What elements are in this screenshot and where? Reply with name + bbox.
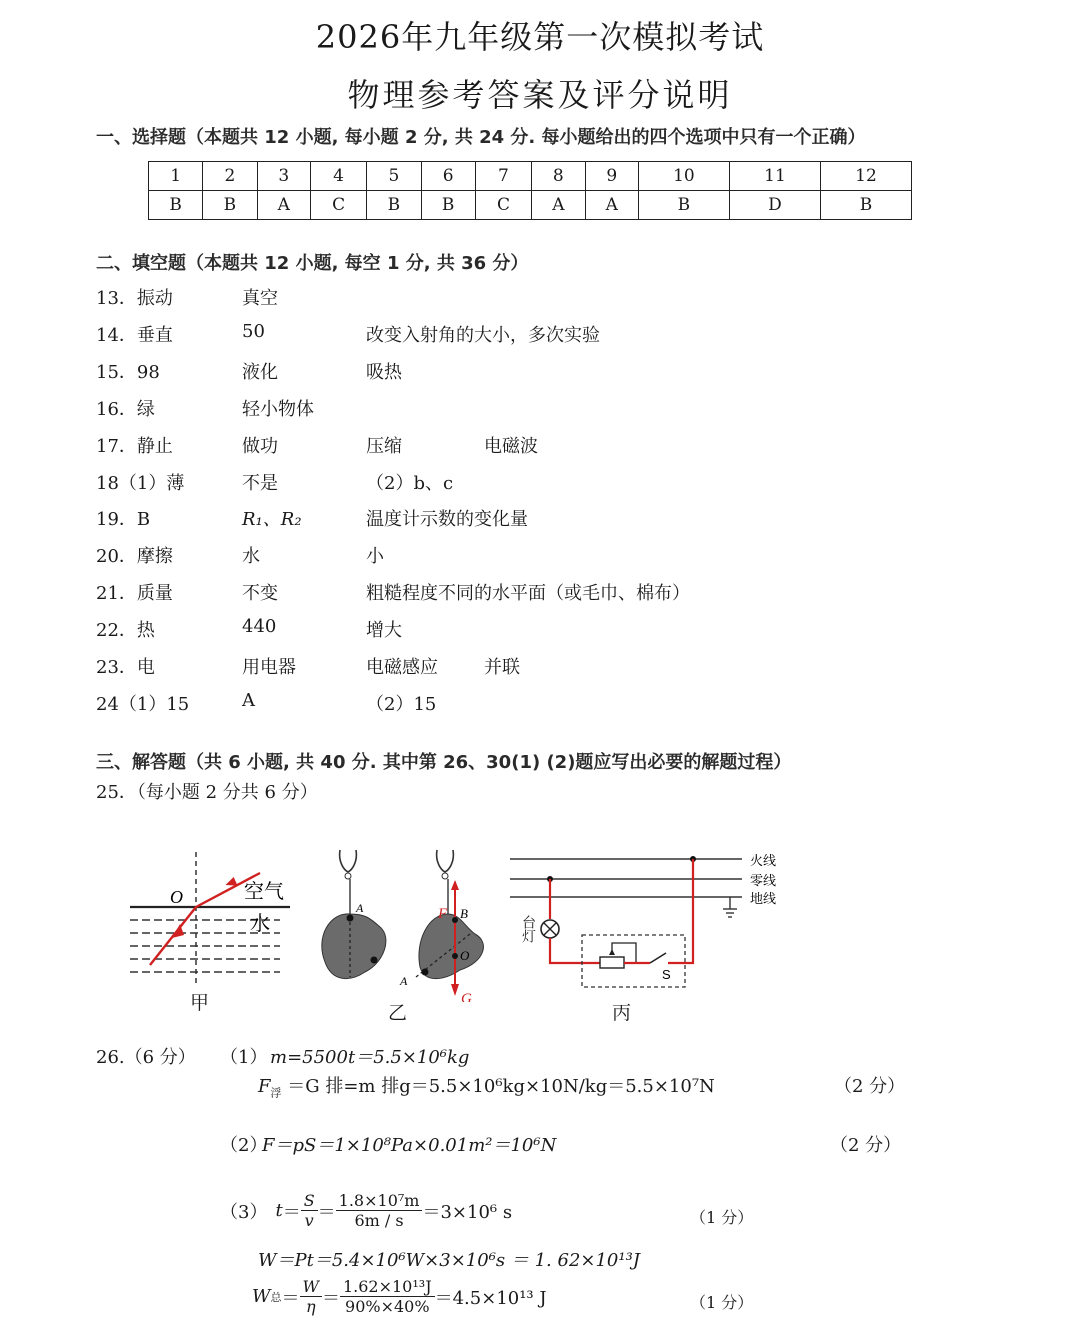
q26-time-expr: （3） t ＝ $\frac{S}{v}$ ＝ $\frac{\text{1.8×10⁷m}}{6m / s}$ ＝3×10⁶ s (220, 1191, 513, 1230)
score-1: （2 分） (834, 1076, 906, 1097)
rheostat-icon (600, 957, 624, 968)
fill-answer-c1: 15．98 (96, 361, 160, 383)
fill-answer-c3: 小 (366, 546, 384, 568)
caption-bing: 丙 (612, 1002, 632, 1024)
answer-table (148, 161, 912, 220)
section1-heading: 一、选择题（本题共 12 小题, 每小题 2 分, 共 24 分. 每小题给出的四个选项中只有一个正确） (96, 127, 866, 148)
fill-answer-c2: 50 (242, 320, 265, 342)
question-number-cell: 7 (475, 162, 531, 191)
answer-cell: B (367, 191, 421, 220)
point-b-label: B (460, 906, 468, 921)
fill-answer-c3: 吸热 (366, 361, 402, 383)
answer-cell: A (257, 191, 310, 220)
lamp-label: 台灯 (520, 915, 536, 943)
answer-cell: B (820, 191, 911, 220)
fill-answer-c3: （2）15 (366, 693, 437, 715)
answer-cell: B (638, 191, 729, 220)
question-number-cell: 8 (532, 162, 585, 191)
answer-cell: C (475, 191, 531, 220)
switch-icon (650, 953, 666, 963)
question-number-row (149, 162, 912, 191)
switch-label: S (662, 967, 671, 982)
fill-answer-c1: 21．质量 (96, 583, 173, 605)
section3-heading: 三、解答题（共 6 小题, 共 40 分. 其中第 26、30(1) (2)题应写出必要的解题过程） (96, 752, 792, 773)
fill-answer-c3: 增大 (366, 620, 402, 642)
exam-subtitle: 物理参考答案及评分说明 (347, 76, 733, 114)
live-wire-label: 火线 (750, 854, 777, 869)
fill-answer-c1: 16．绿 (96, 398, 155, 420)
score-3: （1 分） (690, 1208, 754, 1227)
center-of-gravity-diagram (310, 842, 500, 1002)
q26-work-expr: W＝Pt＝5.4×10⁶W×3×10⁶s ＝ 1. 62×10¹³J (258, 1250, 641, 1271)
caption-yi: 乙 (388, 1002, 408, 1024)
fill-answer-c2: A (242, 689, 255, 711)
q26-total-work-expr: W 总 ＝ $\frac{W}{\eta}$ ＝ $\frac{\text{1.62×10¹³J}}{90\%\times 40\%}$ ＝4.5×10¹³ J (252, 1277, 547, 1316)
total-work-result: ＝4.5×10¹³ J (434, 1287, 547, 1309)
fill-answer-c3: 电磁感应 (366, 657, 438, 678)
fill-answer-c1: 23．电 (96, 657, 155, 678)
fill-answer-c1: 22．热 (96, 620, 155, 642)
fill-answer-c2: 真空 (242, 288, 278, 309)
section2-heading: 二、填空题（本题共 12 小题, 每空 1 分, 共 36 分） (96, 253, 529, 274)
q26-part2: （2） (220, 1135, 268, 1156)
fill-answer-c2: 不是 (242, 472, 278, 494)
fill-answer-c2: R₁、R₂ (242, 509, 302, 531)
time-result: ＝3×10⁶ s (422, 1201, 513, 1223)
fill-answer-c3: 改变入射角的大小，多次实验 (366, 324, 600, 346)
question-number-cell: 5 (367, 162, 421, 191)
answer-cell: B (421, 191, 475, 220)
fill-answer-c4: 并联 (484, 657, 520, 678)
time-numerator: 1.8×10⁷m (336, 1191, 423, 1211)
question-number-cell: 2 (203, 162, 257, 191)
fill-answer-c4: 电磁波 (484, 435, 538, 457)
answer-cell: A (532, 191, 585, 220)
fill-answer-c3: 压缩 (366, 435, 402, 457)
fill-answer-c3: （2）b、c (366, 472, 454, 494)
question-number-cell: 4 (310, 162, 366, 191)
total-work-numerator: 1.62×10¹³J (340, 1277, 435, 1297)
fill-answer-c1: 20．摩擦 (96, 546, 173, 568)
q26-pressure-expr: F＝pS＝1×10⁸Pa×0.01m²＝10⁶N (262, 1135, 557, 1156)
point-a-label: A (356, 901, 364, 915)
fill-answer-c1: 17．静止 (96, 435, 173, 457)
q26-mass-expr: m=5500t＝5.5×10⁶kg (270, 1047, 470, 1068)
point-a-label: A (400, 974, 408, 988)
time-denominator: 6m / s (354, 1211, 404, 1230)
fill-answer-c3: 粗糙程度不同的水平面（或毛巾、棉布） (366, 583, 690, 605)
answer-cell: D (729, 191, 820, 220)
exam-title: 2026年九年级第一次模拟考试 (315, 18, 765, 56)
question-number-cell: 10 (638, 162, 729, 191)
air-label: 空气 (244, 879, 284, 903)
household-circuit-diagram (510, 845, 790, 1005)
caption-jia: 甲 (190, 992, 210, 1014)
fill-answer-c2: 不变 (242, 583, 278, 605)
neutral-wire-label: 零线 (750, 874, 777, 889)
question-number-cell: 3 (257, 162, 310, 191)
question-number-cell: 6 (421, 162, 475, 191)
fill-answer-c2: 轻小物体 (242, 398, 314, 420)
question-number-cell: 1 (149, 162, 203, 191)
fill-answer-c2: 液化 (242, 361, 278, 383)
arrow-icon (226, 876, 239, 887)
fill-answer-c1: 19．B (96, 509, 151, 531)
fill-answer-c1: 18（1）薄 (96, 472, 185, 494)
question-number-cell: 11 (729, 162, 820, 191)
incident-ray (150, 907, 196, 965)
gravity-g-label: G (461, 991, 472, 1002)
answer-cell: A (585, 191, 638, 220)
fill-answer-c1: 14．垂直 (96, 324, 173, 346)
answer-cell: B (149, 191, 203, 220)
ground-wire-label: 地线 (750, 892, 777, 907)
force-f-label: F (438, 906, 448, 922)
refraction-diagram (120, 840, 300, 1020)
answer-cell: C (310, 191, 366, 220)
fill-answer-c2: 水 (242, 546, 260, 568)
fill-answer-c1: 13．振动 (96, 288, 173, 309)
total-work-denominator: 90%×40% (345, 1297, 430, 1316)
fill-answer-c1: 24（1）15 (96, 693, 190, 715)
q26-part1: （1） (220, 1047, 268, 1068)
fill-answer-c2: 用电器 (242, 657, 296, 678)
water-label: 水 (250, 911, 270, 935)
fill-answer-c2: 440 (242, 616, 277, 638)
answer-row (149, 191, 912, 220)
q26-buoyancy-text: ＝G 排=m 排g＝5.5×10⁶kg×10N/kg＝5.5×10⁷N (287, 1076, 715, 1097)
question-number-cell: 9 (585, 162, 638, 191)
score-4: （1 分） (690, 1293, 754, 1312)
q26-label: 26.（6 分） (96, 1047, 196, 1068)
q26-part3: （3） (220, 1201, 268, 1223)
answer-cell: B (203, 191, 257, 220)
point-o-label: O (460, 948, 470, 963)
fill-answer-c3: 温度计示数的变化量 (366, 509, 528, 531)
score-2: （2 分） (830, 1135, 902, 1156)
q26-buoyancy-expr: $F_浮 =G$ 排=m 排g＝5.5×10⁶kg×10N/kg＝5.5×10⁷N (258, 1076, 715, 1100)
point-o-label: O (170, 887, 183, 907)
question-number-cell: 12 (820, 162, 911, 191)
q25-label: 25．（每小题 2 分共 6 分） (96, 782, 318, 803)
fill-answer-c2: 做功 (242, 435, 278, 457)
